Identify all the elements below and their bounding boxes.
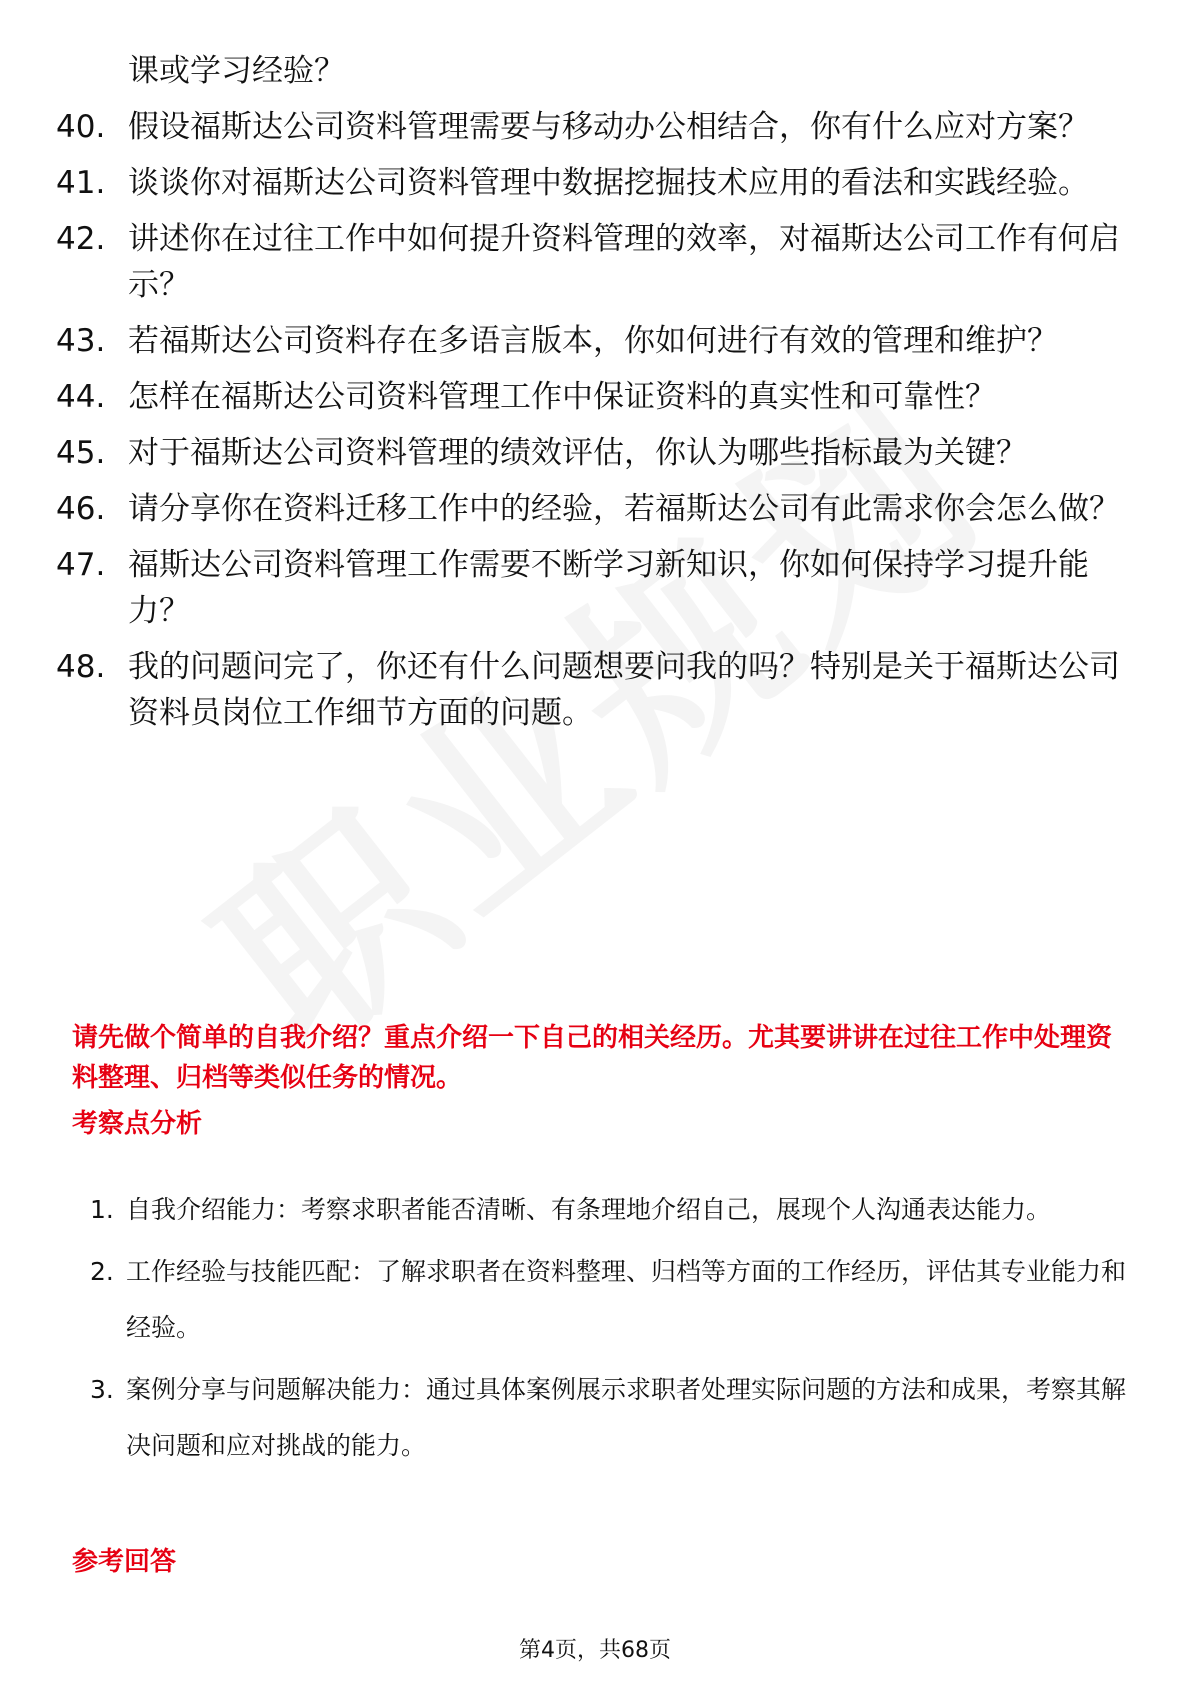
question-number: 47. — [56, 547, 106, 583]
point-number: 2. — [90, 1257, 114, 1286]
question-list — [56, 48, 1136, 746]
question-number: 46. — [56, 491, 106, 527]
point-text: 案例分享与问题解决能力：通过具体案例展示求职者处理实际问题的方法和成果，考察其解决问题和应对挑战的能力。 — [126, 1375, 1127, 1460]
question-text: 我的问题问完了，你还有什么问题想要问我的吗？特别是关于福斯达公司资料员岗位工作细节方面的问题。 — [128, 649, 1120, 731]
question-number: 41. — [56, 165, 106, 201]
question-number: 40. — [56, 109, 106, 145]
list-item — [56, 486, 1136, 532]
list-item — [90, 1182, 1130, 1238]
list-item — [56, 374, 1136, 420]
point-text: 自我介绍能力：考察求职者能否清晰、有条理地介绍自己，展现个人沟通表达能力。 — [126, 1195, 1052, 1224]
point-text: 工作经验与技能匹配：了解求职者在资料整理、归档等方面的工作经历，评估其专业能力和经验。 — [126, 1257, 1127, 1342]
reference-answer-heading: 参考回答 — [72, 1547, 177, 1577]
question-text: 怎样在福斯达公司资料管理工作中保证资料的真实性和可靠性？ — [128, 379, 996, 415]
analysis-heading: 考察点分析 — [72, 1109, 203, 1139]
page-number-footer: 第4页，共68页 — [519, 1638, 671, 1663]
list-item — [56, 216, 1136, 308]
question-text: 对于福斯达公司资料管理的绩效评估，你认为哪些指标最为关键？ — [128, 435, 1027, 471]
list-item — [90, 1244, 1130, 1356]
list-item — [56, 104, 1136, 150]
question-continuation: 课或学习经验？ — [128, 53, 345, 89]
question-number: 42. — [56, 221, 106, 257]
question-number: 44. — [56, 379, 106, 415]
list-item — [56, 542, 1136, 634]
list-item — [56, 318, 1136, 364]
question-text: 谈谈你对福斯达公司资料管理中数据挖掘技术应用的看法和实践经验。 — [128, 165, 1089, 201]
list-item — [90, 1362, 1130, 1474]
question-text: 请分享你在资料迁移工作中的经验，若福斯达公司有此需求你会怎么做？ — [128, 491, 1120, 527]
question-number: 43. — [56, 323, 106, 359]
analysis-list — [90, 1182, 1130, 1480]
list-item — [56, 644, 1136, 736]
question-text: 若福斯达公司资料存在多语言版本，你如何进行有效的管理和维护？ — [128, 323, 1058, 359]
question-number: 45. — [56, 435, 106, 471]
featured-question: 请先做个简单的自我介绍？重点介绍一下自己的相关经历。尤其要讲讲在过往工作中处理资料整理、归档等类似任务的情况。 — [72, 1023, 1113, 1093]
question-number: 48. — [56, 649, 106, 685]
question-text: 讲述你在过往工作中如何提升资料管理的效率，对福斯达公司工作有何启示？ — [128, 221, 1120, 303]
list-item — [56, 430, 1136, 476]
question-text: 福斯达公司资料管理工作需要不断学习新知识，你如何保持学习提升能力？ — [128, 547, 1089, 629]
question-text: 假设福斯达公司资料管理需要与移动办公相结合，你有什么应对方案？ — [128, 109, 1089, 145]
point-number: 3. — [90, 1375, 114, 1404]
list-item — [56, 160, 1136, 206]
point-number: 1. — [90, 1195, 114, 1224]
